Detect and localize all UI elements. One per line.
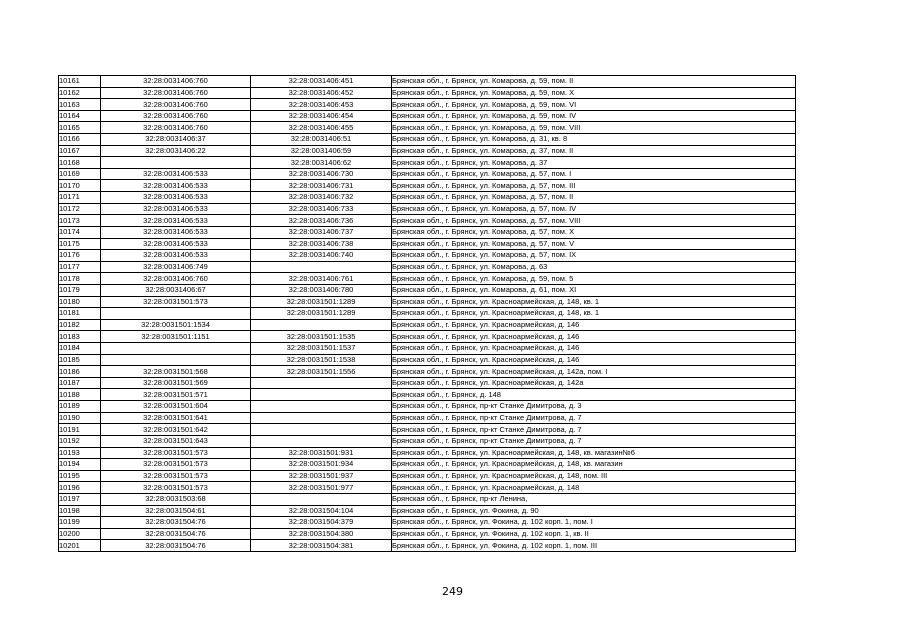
address-cell: Брянская обл., г. Брянск, ул. Красноармейская, д. 146: [392, 331, 796, 343]
row-number-cell: 10172: [59, 203, 101, 215]
cadastral-number-cell: 32:28:0031504:380: [251, 528, 392, 540]
address-cell: Брянская обл., г. Брянск, пр-кт Станке Димитрова, д. 7: [392, 424, 796, 436]
table-row: [59, 168, 796, 180]
address-cell: Брянская обл., г. Брянск, ул. Красноармейская, д. 148, кв. 1: [392, 296, 796, 308]
cadastral-number-cell: 32:28:0031406:452: [251, 87, 392, 99]
table-row: [59, 192, 796, 204]
parent-cadastral-number-cell: 32:28:0031406:533: [101, 215, 251, 227]
table-row: [59, 401, 796, 413]
address-cell: Брянская обл., г. Брянск, ул. Фокина, д. 102 корп. 1, пом. III: [392, 540, 796, 552]
parent-cadastral-number-cell: 32:28:0031406:760: [101, 99, 251, 111]
address-cell: Брянская обл., г. Брянск, ул. Красноармейская, д. 148, кв. магазин№6: [392, 447, 796, 459]
address-cell: Брянская обл., г. Брянск, ул. Красноармейская, д. 146: [392, 354, 796, 366]
row-number-cell: 10190: [59, 412, 101, 424]
cadastral-number-cell: 32:28:0031501:937: [251, 470, 392, 482]
parent-cadastral-number-cell: 32:28:0031406:533: [101, 226, 251, 238]
row-number-cell: 10200: [59, 528, 101, 540]
row-number-cell: 10174: [59, 226, 101, 238]
parent-cadastral-number-cell: 32:28:0031406:760: [101, 110, 251, 122]
cadastral-number-cell: 32:28:0031501:931: [251, 447, 392, 459]
table-row: [59, 412, 796, 424]
row-number-cell: 10171: [59, 192, 101, 204]
cadastral-number-cell: 32:28:0031406:455: [251, 122, 392, 134]
cadastral-number-cell: 32:28:0031406:733: [251, 203, 392, 215]
table-row: [59, 296, 796, 308]
parent-cadastral-number-cell: 32:28:0031501:643: [101, 435, 251, 447]
cadastral-number-cell: [251, 261, 392, 273]
table-row: [59, 540, 796, 552]
cadastral-number-cell: 32:28:0031504:104: [251, 505, 392, 517]
cadastral-number-cell: 32:28:0031501:1538: [251, 354, 392, 366]
cadastral-number-cell: 32:28:0031501:977: [251, 482, 392, 494]
row-number-cell: 10189: [59, 401, 101, 413]
address-cell: Брянская обл., г. Брянск, ул. Комарова, д. 59, пом. 5: [392, 273, 796, 285]
table-row: [59, 308, 796, 320]
address-cell: Брянская обл., г. Брянск, ул. Комарова, д. 57, пом. VIII: [392, 215, 796, 227]
row-number-cell: 10168: [59, 157, 101, 169]
row-number-cell: 10164: [59, 110, 101, 122]
address-cell: Брянская обл., г. Брянск, ул. Фокина, д. 102 корп. 1, кв. II: [392, 528, 796, 540]
parent-cadastral-number-cell: 32:28:0031406:533: [101, 238, 251, 250]
parent-cadastral-number-cell: 32:28:0031501:573: [101, 470, 251, 482]
parent-cadastral-number-cell: 32:28:0031503:68: [101, 493, 251, 505]
cadastral-number-cell: 32:28:0031406:62: [251, 157, 392, 169]
parent-cadastral-number-cell: 32:28:0031406:760: [101, 273, 251, 285]
parent-cadastral-number-cell: 32:28:0031501:573: [101, 482, 251, 494]
parent-cadastral-number-cell: 32:28:0031504:76: [101, 540, 251, 552]
cadastral-number-cell: 32:28:0031406:761: [251, 273, 392, 285]
cadastral-number-cell: 32:28:0031406:454: [251, 110, 392, 122]
row-number-cell: 10199: [59, 517, 101, 529]
table-row: [59, 517, 796, 529]
address-cell: Брянская обл., г. Брянск, ул. Комарова, д. 59, пом. VI: [392, 99, 796, 111]
address-cell: Брянская обл., г. Брянск, пр-кт Станке Димитрова, д. 7: [392, 412, 796, 424]
row-number-cell: 10165: [59, 122, 101, 134]
cadastral-number-cell: 32:28:0031501:1535: [251, 331, 392, 343]
address-cell: Брянская обл., г. Брянск, д. 148: [392, 389, 796, 401]
parent-cadastral-number-cell: 32:28:0031406:67: [101, 284, 251, 296]
address-cell: Брянская обл., г. Брянск, ул. Комарова, д. 57, пом. I: [392, 168, 796, 180]
row-number-cell: 10187: [59, 377, 101, 389]
table-row: [59, 505, 796, 517]
parent-cadastral-number-cell: 32:28:0031501:1534: [101, 319, 251, 331]
parent-cadastral-number-cell: 32:28:0031501:642: [101, 424, 251, 436]
parent-cadastral-number-cell: 32:28:0031504:76: [101, 528, 251, 540]
row-number-cell: 10166: [59, 134, 101, 146]
cadastral-number-cell: 32:28:0031406:740: [251, 250, 392, 262]
address-cell: Брянская обл., г. Брянск, ул. Красноармейская, д. 142а, пом. I: [392, 366, 796, 378]
row-number-cell: 10161: [59, 76, 101, 88]
cadastral-number-cell: [251, 401, 392, 413]
address-cell: Брянская обл., г. Брянск, ул. Комарова, д. 57, пом. IV: [392, 203, 796, 215]
table-row: [59, 319, 796, 331]
row-number-cell: 10184: [59, 343, 101, 355]
address-cell: Брянская обл., г. Брянск, ул. Красноармейская, д. 148: [392, 482, 796, 494]
address-cell: Брянская обл., г. Брянск, ул. Красноармейская, д. 148, кв. 1: [392, 308, 796, 320]
address-cell: Брянская обл., г. Брянск, ул. Красноармейская, д. 148, пом. III: [392, 470, 796, 482]
address-cell: Брянская обл., г. Брянск, пр-кт Станке Димитрова, д. 3: [392, 401, 796, 413]
table-row: [59, 157, 796, 169]
cadastral-number-cell: 32:28:0031501:1289: [251, 308, 392, 320]
table-row: [59, 273, 796, 285]
cadastral-number-cell: 32:28:0031406:730: [251, 168, 392, 180]
parent-cadastral-number-cell: 32:28:0031406:760: [101, 87, 251, 99]
table-row: [59, 226, 796, 238]
row-number-cell: 10180: [59, 296, 101, 308]
address-cell: Брянская обл., г. Брянск, ул. Красноармейская, д. 146: [392, 319, 796, 331]
parent-cadastral-number-cell: 32:28:0031501:573: [101, 459, 251, 471]
address-cell: Брянская обл., г. Брянск, ул. Комарова, д. 57, пом. V: [392, 238, 796, 250]
parent-cadastral-number-cell: 32:28:0031501:569: [101, 377, 251, 389]
row-number-cell: 10183: [59, 331, 101, 343]
address-cell: Брянская обл., г. Брянск, ул. Комарова, д. 59, пом. IV: [392, 110, 796, 122]
parent-cadastral-number-cell: [101, 343, 251, 355]
table-row: [59, 493, 796, 505]
row-number-cell: 10193: [59, 447, 101, 459]
address-cell: Брянская обл., г. Брянск, ул. Комарова, д. 57, пом. X: [392, 226, 796, 238]
table-row: [59, 87, 796, 99]
cadastral-number-cell: [251, 389, 392, 401]
row-number-cell: 10162: [59, 87, 101, 99]
parent-cadastral-number-cell: 32:28:0031504:61: [101, 505, 251, 517]
cadastral-number-cell: 32:28:0031501:934: [251, 459, 392, 471]
table-row: [59, 459, 796, 471]
table-row: [59, 238, 796, 250]
table-row: [59, 366, 796, 378]
row-number-cell: 10181: [59, 308, 101, 320]
row-number-cell: 10182: [59, 319, 101, 331]
table-row: [59, 470, 796, 482]
address-cell: Брянская обл., г. Брянск, ул. Фокина, д. 102 корп. 1, пом. I: [392, 517, 796, 529]
address-cell: Брянская обл., г. Брянск, ул. Комарова, д. 37: [392, 157, 796, 169]
table-row: [59, 122, 796, 134]
cadastral-number-cell: 32:28:0031504:381: [251, 540, 392, 552]
cadastral-number-cell: 32:28:0031406:732: [251, 192, 392, 204]
row-number-cell: 10192: [59, 435, 101, 447]
row-number-cell: 10198: [59, 505, 101, 517]
parent-cadastral-number-cell: 32:28:0031501:571: [101, 389, 251, 401]
cadastral-number-cell: 32:28:0031504:379: [251, 517, 392, 529]
page-number: 249: [442, 585, 463, 598]
table-row: [59, 215, 796, 227]
table-row: [59, 447, 796, 459]
parent-cadastral-number-cell: 32:28:0031406:533: [101, 168, 251, 180]
table-row: [59, 435, 796, 447]
table-row: [59, 284, 796, 296]
address-cell: Брянская обл., г. Брянск, ул. Красноармейская, д. 142а: [392, 377, 796, 389]
address-cell: Брянская обл., г. Брянск, ул. Комарова, д. 31, кв. 8: [392, 134, 796, 146]
row-number-cell: 10196: [59, 482, 101, 494]
table-row: [59, 134, 796, 146]
parent-cadastral-number-cell: 32:28:0031501:1151: [101, 331, 251, 343]
address-cell: Брянская обл., г. Брянск, пр-кт Станке Димитрова, д. 7: [392, 435, 796, 447]
cadastral-number-cell: 32:28:0031406:59: [251, 145, 392, 157]
table-row: [59, 424, 796, 436]
table-row: [59, 389, 796, 401]
row-number-cell: 10169: [59, 168, 101, 180]
address-cell: Брянская обл., г. Брянск, ул. Комарова, д. 61, пом. XI: [392, 284, 796, 296]
cadastral-number-cell: [251, 493, 392, 505]
table-row: [59, 145, 796, 157]
address-cell: Брянская обл., г. Брянск, ул. Комарова, д. 57, пом. III: [392, 180, 796, 192]
parent-cadastral-number-cell: 32:28:0031406:533: [101, 180, 251, 192]
cadastral-number-cell: [251, 319, 392, 331]
address-cell: Брянская обл., г. Брянск, ул. Красноармейская, д. 146: [392, 343, 796, 355]
parent-cadastral-number-cell: 32:28:0031501:604: [101, 401, 251, 413]
address-cell: Брянская обл., г. Брянск, ул. Фокина, д. 90: [392, 505, 796, 517]
cadastral-number-cell: 32:28:0031501:1556: [251, 366, 392, 378]
parent-cadastral-number-cell: [101, 308, 251, 320]
parent-cadastral-number-cell: [101, 157, 251, 169]
row-number-cell: 10167: [59, 145, 101, 157]
cadastral-number-cell: 32:28:0031406:51: [251, 134, 392, 146]
row-number-cell: 10173: [59, 215, 101, 227]
parent-cadastral-number-cell: [101, 354, 251, 366]
cadastral-number-cell: 32:28:0031406:736: [251, 215, 392, 227]
row-number-cell: 10170: [59, 180, 101, 192]
cadastral-number-cell: 32:28:0031406:738: [251, 238, 392, 250]
table-row: [59, 343, 796, 355]
cadastral-number-cell: 32:28:0031406:451: [251, 76, 392, 88]
table-row: [59, 250, 796, 262]
row-number-cell: 10176: [59, 250, 101, 262]
cadastral-number-cell: [251, 435, 392, 447]
cadastral-number-cell: [251, 377, 392, 389]
parent-cadastral-number-cell: 32:28:0031501:573: [101, 447, 251, 459]
table-row: [59, 99, 796, 111]
parent-cadastral-number-cell: 32:28:0031504:76: [101, 517, 251, 529]
row-number-cell: 10197: [59, 493, 101, 505]
cadastral-number-cell: 32:28:0031501:1537: [251, 343, 392, 355]
address-cell: Брянская обл., г. Брянск, ул. Комарова, д. 59, пом. VIII: [392, 122, 796, 134]
table-row: [59, 354, 796, 366]
table-row: [59, 377, 796, 389]
parent-cadastral-number-cell: 32:28:0031406:760: [101, 76, 251, 88]
table-row: [59, 76, 796, 88]
address-cell: Брянская обл., г. Брянск, ул. Комарова, д. 59, пом. X: [392, 87, 796, 99]
row-number-cell: 10201: [59, 540, 101, 552]
cadastral-number-cell: 32:28:0031501:1289: [251, 296, 392, 308]
cadastral-number-cell: 32:28:0031406:453: [251, 99, 392, 111]
cadastral-number-cell: 32:28:0031406:731: [251, 180, 392, 192]
table-row: [59, 528, 796, 540]
table-row: [59, 203, 796, 215]
row-number-cell: 10186: [59, 366, 101, 378]
address-cell: Брянская обл., г. Брянск, ул. Комарова, д. 57, пом. IX: [392, 250, 796, 262]
cadastral-number-cell: 32:28:0031406:780: [251, 284, 392, 296]
parent-cadastral-number-cell: 32:28:0031406:37: [101, 134, 251, 146]
cadastral-number-cell: 32:28:0031406:737: [251, 226, 392, 238]
address-cell: Брянская обл., г. Брянск, ул. Комарова, д. 59, пом. II: [392, 76, 796, 88]
table-row: [59, 482, 796, 494]
table-row: [59, 180, 796, 192]
table-row: [59, 110, 796, 122]
parent-cadastral-number-cell: 32:28:0031406:533: [101, 192, 251, 204]
parent-cadastral-number-cell: 32:28:0031406:749: [101, 261, 251, 273]
row-number-cell: 10195: [59, 470, 101, 482]
cadastral-number-cell: [251, 412, 392, 424]
parent-cadastral-number-cell: 32:28:0031406:533: [101, 250, 251, 262]
address-cell: Брянская обл., г. Брянск, ул. Красноармейская, д. 148, кв. магазин: [392, 459, 796, 471]
address-cell: Брянская обл., г. Брянск, ул. Комарова, д. 57, пом. II: [392, 192, 796, 204]
parent-cadastral-number-cell: 32:28:0031406:22: [101, 145, 251, 157]
table-row: [59, 261, 796, 273]
cadastral-number-cell: [251, 424, 392, 436]
row-number-cell: 10175: [59, 238, 101, 250]
row-number-cell: 10185: [59, 354, 101, 366]
row-number-cell: 10194: [59, 459, 101, 471]
parent-cadastral-number-cell: 32:28:0031501:573: [101, 296, 251, 308]
table-row: [59, 331, 796, 343]
row-number-cell: 10178: [59, 273, 101, 285]
parent-cadastral-number-cell: 32:28:0031501:641: [101, 412, 251, 424]
registry-table-body: [59, 76, 796, 552]
address-cell: Брянская обл., г. Брянск, пр-кт Ленина,: [392, 493, 796, 505]
address-cell: Брянская обл., г. Брянск, ул. Комарова, д. 63: [392, 261, 796, 273]
row-number-cell: 10179: [59, 284, 101, 296]
parent-cadastral-number-cell: 32:28:0031406:760: [101, 122, 251, 134]
registry-table: [58, 75, 796, 552]
row-number-cell: 10188: [59, 389, 101, 401]
row-number-cell: 10191: [59, 424, 101, 436]
parent-cadastral-number-cell: 32:28:0031406:533: [101, 203, 251, 215]
row-number-cell: 10177: [59, 261, 101, 273]
parent-cadastral-number-cell: 32:28:0031501:568: [101, 366, 251, 378]
row-number-cell: 10163: [59, 99, 101, 111]
address-cell: Брянская обл., г. Брянск, ул. Комарова, д. 37, пом. II: [392, 145, 796, 157]
